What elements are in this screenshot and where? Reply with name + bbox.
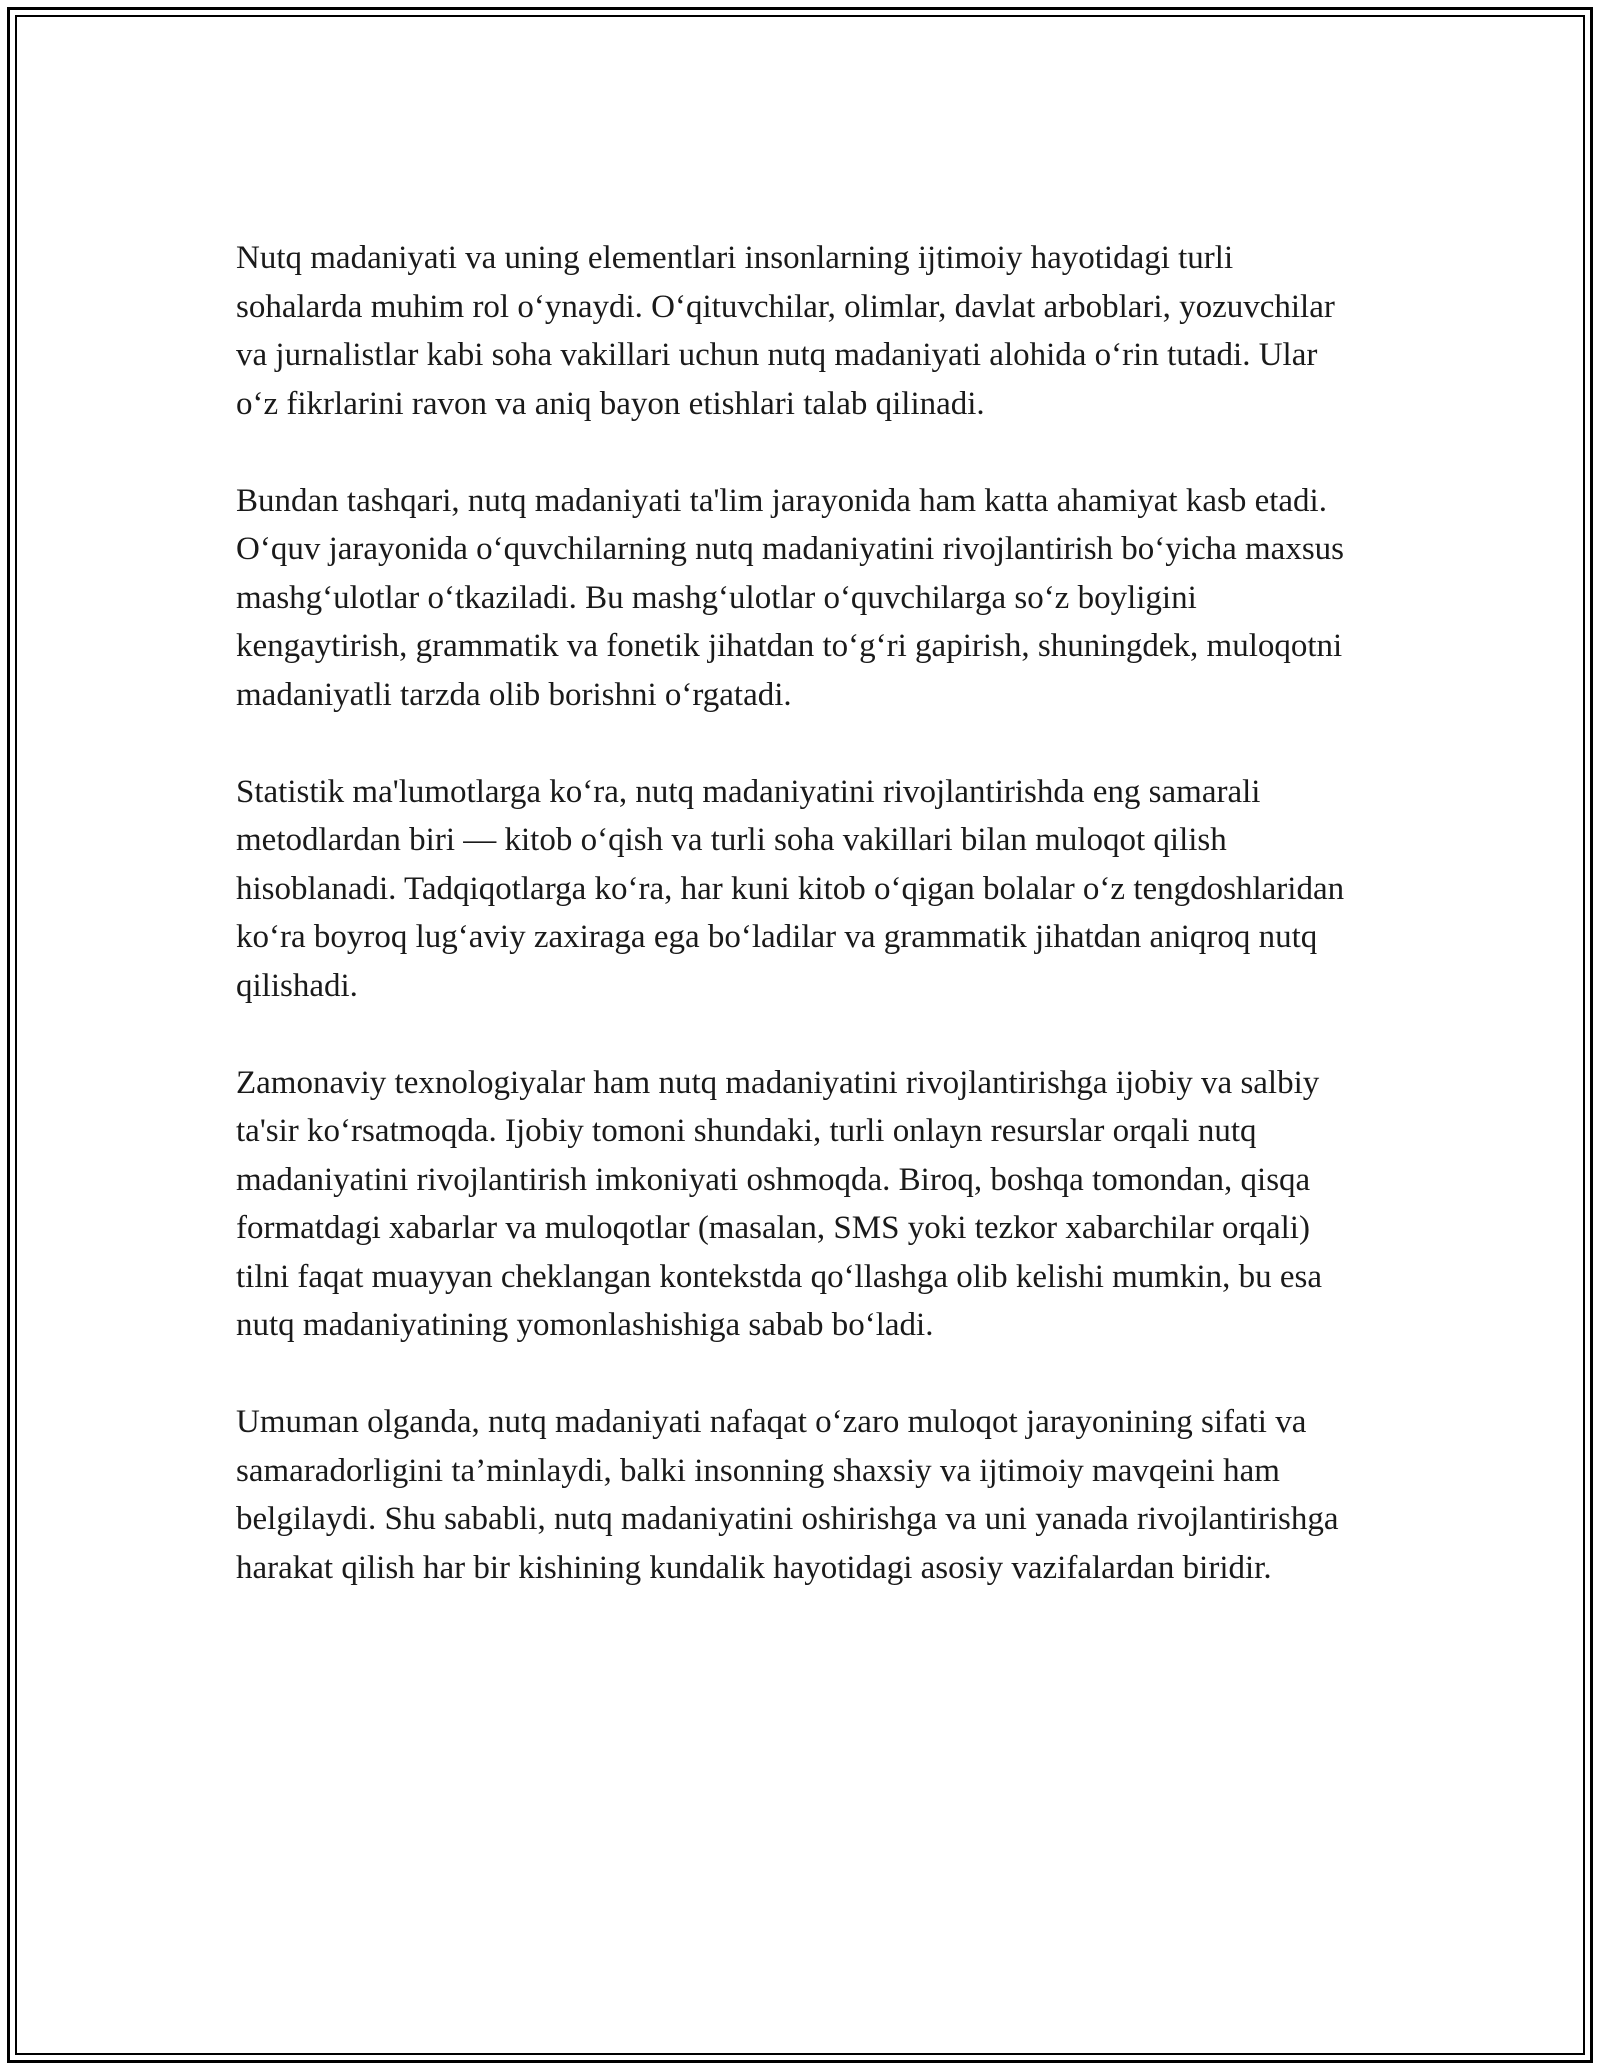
paragraph-4: Zamonaviy texnologiyalar ham nutq madaniyatini rivojlantirishga ijobiy va salbiy ta'sir ko‘rsatmoqda. Ijobiy tomoni shundaki, turli onlayn resurslar orqali nutq madaniyatini rivojlantirish imkoniyati oshmoqda. Biroq, boshqa tomondan, qisqa formatdagi xabarlar va muloqotlar (masalan, SMS yoki tezkor xabarchilar orqali) tilni faqat muayyan cheklangan kontekstda qo‘llashga olib kelishi mumkin, bu esa nutq madaniyatining yomonlashishiga sabab bo‘ladi. xyxy=(236,1064,1323,1343)
document-body xyxy=(236,234,1364,1641)
paragraph-2: Bundan tashqari, nutq madaniyati ta'lim jarayonida ham katta ahamiyat kasb etadi. O‘quv jarayonida o‘quvchilarning nutq madaniyatini rivojlantirish bo‘yicha maxsus mashg‘ulotlar o‘tkaziladi. Bu mashg‘ulotlar o‘quvchilarga so‘z boyligini kengaytirish, grammatik va fonetik jihatdan to‘g‘ri gapirish, shuningdek, muloqotni madaniyatli tarzda olib borishni o‘rgatadi. xyxy=(236,482,1344,713)
paragraph-5: Umuman olganda, nutq madaniyati nafaqat o‘zaro muloqot jarayonining sifati va samaradorligini ta’minlaydi, balki insonning shaxsiy va ijtimoiy mavqeini ham belgilaydi. Shu sababli, nutq madaniyatini oshirishga va uni yanada rivojlantirishga harakat qilish har bir kishining kundalik hayotidagi asosiy vazifalardan biridir. xyxy=(236,1404,1339,1586)
paragraph-1: Nutq madaniyati va uning elementlari insonlarning ijtimoiy hayotidagi turli sohalarda muhim rol o‘ynaydi. O‘qituvchilar, olimlar, davlat arboblari, yozuvchilar va jurnalistlar kabi soha vakillari uchun nutq madaniyati alohida o‘rin tutadi. Ular o‘z fikrlarini ravon va aniq bayon etishlari talab qilinadi. xyxy=(236,240,1335,422)
paragraph-3: Statistik ma'lumotlarga ko‘ra, nutq madaniyatini rivojlantirishda eng samarali metodlardan biri — kitob o‘qish va turli soha vakillari bilan muloqot qilish hisoblanadi. Tadqiqotlarga ko‘ra, har kuni kitob o‘qigan bolalar o‘z tengdoshlaridan ko‘ra boyroq lug‘aviy zaxiraga ega bo‘ladilar va grammatik jihatdan aniqroq nutq qilishadi. xyxy=(236,773,1345,1004)
